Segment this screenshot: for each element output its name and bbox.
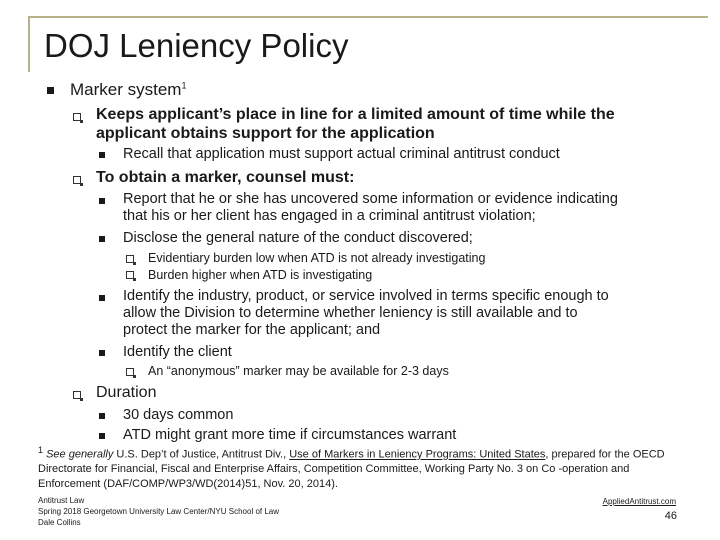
bullet-square-icon bbox=[99, 413, 105, 419]
footer-course-info: Antitrust Law Spring 2018 Georgetown University Law Center/NYU School of Law Dale Collins bbox=[38, 496, 280, 527]
days-common-text: 30 days common bbox=[123, 407, 234, 423]
identify-line-2: allow the Division to determine whether leniency is still available and to bbox=[123, 305, 578, 321]
bullet-square-icon bbox=[99, 236, 105, 242]
bullet-square-icon bbox=[99, 350, 105, 356]
bullet-hollow-square-icon bbox=[126, 271, 134, 279]
bullet-square-icon bbox=[99, 152, 105, 158]
anonymous-text: An “anonymous” marker may be available for 2-3 days bbox=[148, 364, 449, 378]
site-link[interactable]: AppliedAntitrust.com bbox=[602, 497, 676, 506]
bullet-hollow-square-icon bbox=[126, 368, 134, 376]
duration-heading: Duration bbox=[96, 384, 157, 401]
bullet-hollow-square-icon bbox=[126, 255, 134, 263]
burden-text: Burden higher when ATD is investigating bbox=[148, 268, 373, 282]
slide-title: DOJ Leniency Policy bbox=[44, 27, 349, 64]
evidentiary-text: Evidentiary burden low when ATD is not already investigating bbox=[148, 251, 486, 265]
identify-line-3: protect the marker for the applicant; and bbox=[123, 322, 381, 338]
identify-client-text: Identify the client bbox=[123, 344, 232, 360]
disclose-text: Disclose the general nature of the conduct discovered; bbox=[123, 230, 473, 246]
bullet-square-icon bbox=[47, 87, 54, 94]
recall-text: Recall that application must support actual criminal antitrust conduct bbox=[123, 146, 560, 162]
bullet-hollow-square-icon bbox=[73, 176, 81, 184]
marker-system-heading: Marker system$^1$ bbox=[70, 80, 187, 99]
title-frame-top bbox=[28, 16, 708, 18]
footnote-link[interactable]: Use of Markers in Leniency Programs: United States bbox=[289, 448, 546, 461]
bullet-square-icon bbox=[99, 433, 105, 439]
bullet-hollow-square-icon bbox=[73, 113, 81, 121]
report-line-1: Report that he or she has uncovered some information or evidence indicating bbox=[123, 191, 618, 207]
identify-line-1: Identify the industry, product, or service involved in terms specific enough to bbox=[123, 288, 609, 304]
keeps-line-1: Keeps applicant’s place in line for a limited amount of time while the bbox=[96, 106, 615, 123]
atd-more-time-text: ATD might grant more time if circumstances warrant bbox=[123, 427, 457, 443]
obtain-heading: To obtain a marker, counsel must: bbox=[96, 169, 355, 186]
bullet-square-icon bbox=[99, 198, 105, 204]
bullet-square-icon bbox=[99, 295, 105, 301]
keeps-line-2: applicant obtains support for the application bbox=[96, 125, 435, 142]
footnote: $^1$ See generally U.S. Dep’t of Justice, Antitrust Div., Use of Markers in Leniency Programs: United States, prepared for the OECD Directorate for Financial, Fiscal and Enterprise Affairs, Competition Committee, Working Party No. 3 on Co -operation and Enforcement (DAF/COMP/WP3/WD(2014)51, Nov. 20, 2014). bbox=[38, 445, 665, 490]
title-frame-left bbox=[28, 16, 30, 72]
page-number: 46 bbox=[664, 510, 677, 522]
bullet-hollow-square-icon bbox=[73, 391, 81, 399]
report-line-2: that his or her client has engaged in a criminal antitrust violation; bbox=[123, 208, 536, 224]
